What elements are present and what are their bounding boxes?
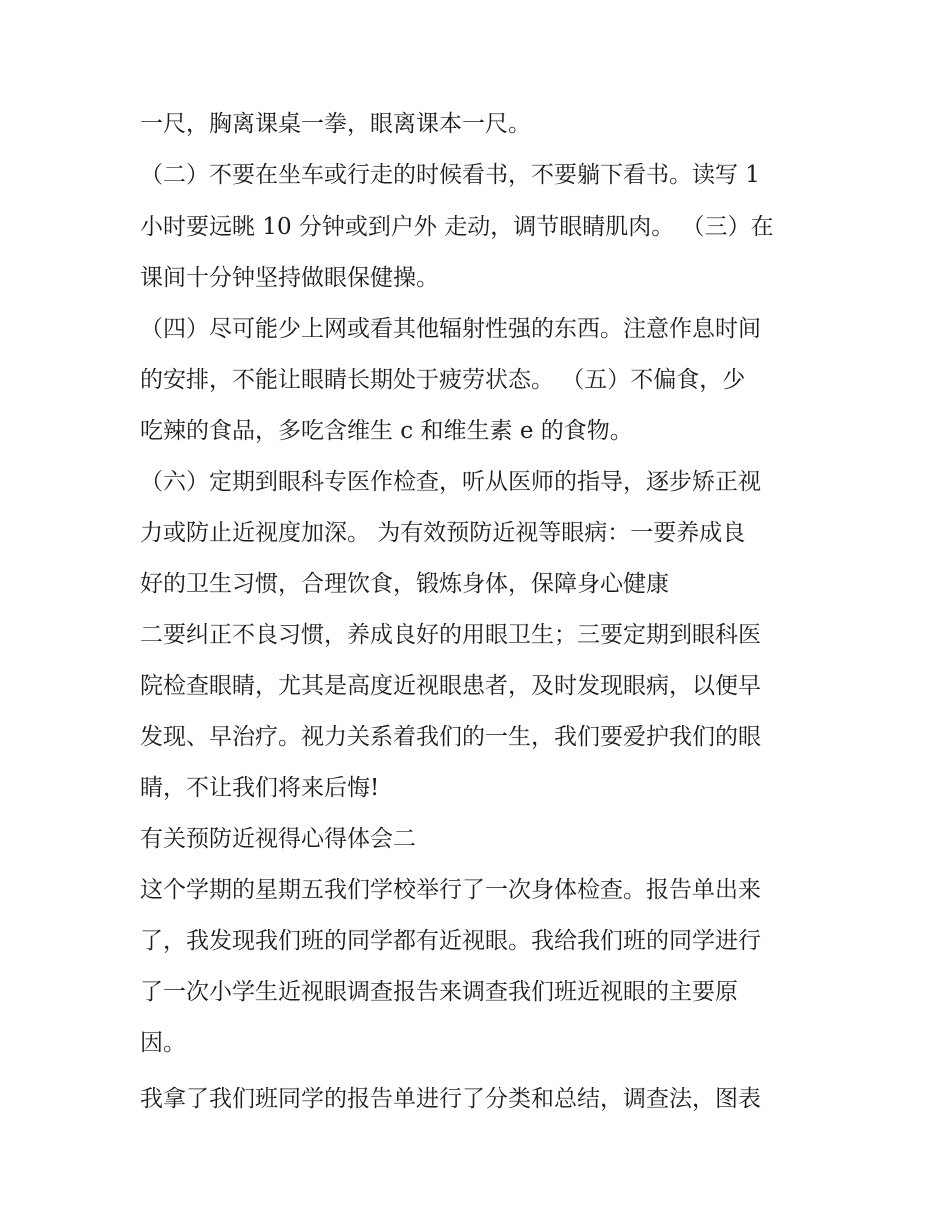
text-line: 了一次小学生近视眼调查报告来调查我们班近视眼的主要原 <box>140 979 738 1005</box>
text-line: 因。 <box>140 1030 186 1056</box>
text-line: 一尺，胸离课桌一拳，眼离课本一尺。 <box>140 111 531 137</box>
text-line: 课间十分钟坚持做眼保健操。 <box>140 265 439 291</box>
text-line: 发现、早治疗。视力关系着我们的一生，我们要爱护我们的眼 <box>140 724 761 750</box>
text-line: （二）不要在坐车或行走的时候看书，不要躺下看书。读写 1 <box>140 162 760 188</box>
text-line: 小时要远眺 10 分钟或到户外 走动，调节眼睛肌肉。 （三）在 <box>140 214 774 240</box>
text-line: 的安排，不能让眼睛长期处于疲劳状态。 （五）不偏食，少 <box>140 367 746 393</box>
text-line: 好的卫生习惯，合理饮食，锻炼身体，保障身心健康 <box>140 571 669 597</box>
text-line: 院检查眼睛，尤其是高度近视眼患者，及时发现眼病，以便早 <box>140 673 761 699</box>
text-line: （六）定期到眼科专医作检查，听从医师的指导，逐步矫正视 <box>140 469 761 495</box>
text-line: （四）尽可能少上网或看其他辐射性强的东西。注意作息时间 <box>140 316 761 342</box>
text-line: 吃辣的食品，多吃含维生 c 和维生素 e 的食物。 <box>140 418 633 444</box>
text-line: 睛，不让我们将来后悔! <box>140 775 380 801</box>
section-heading: 有关预防近视得心得体会二 <box>140 826 416 852</box>
text-line: 了，我发现我们班的同学都有近视眼。我给我们班的同学进行 <box>140 928 761 954</box>
text-line: 二要纠正不良习惯，养成良好的用眼卫生；三要定期到眼科医 <box>140 622 761 648</box>
text-line: 力或防止近视度加深。 为有效预防近视等眼病：一要养成良 <box>140 520 746 546</box>
text-line: 我拿了我们班同学的报告单进行了分类和总结，调查法，图表 <box>140 1086 761 1112</box>
text-line: 这个学期的星期五我们学校举行了一次身体检查。报告单出来 <box>140 877 761 903</box>
